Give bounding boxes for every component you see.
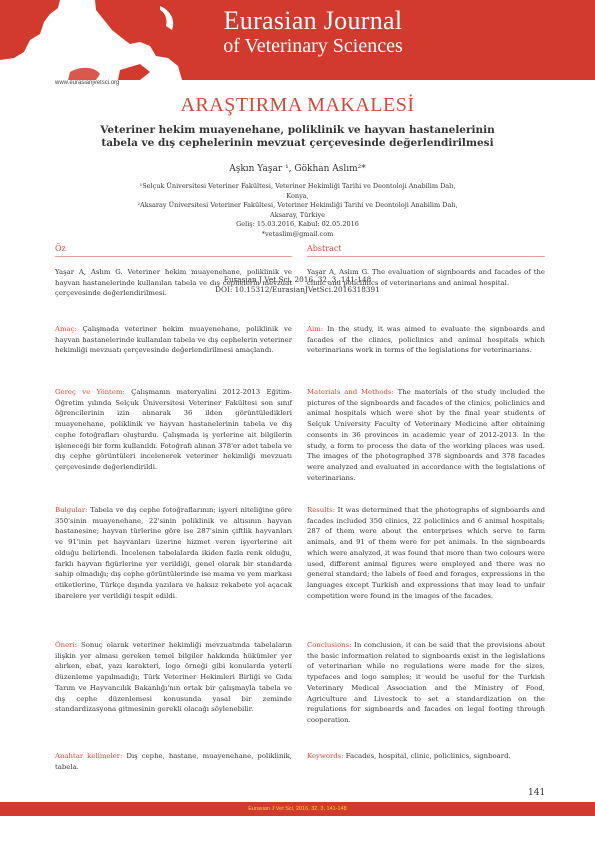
doi-line[interactable]: DOI: 10.15312/EurasianJVetSci.2016318391 (215, 285, 380, 294)
oneri-label: Öneri: (55, 641, 77, 649)
oz-divider (55, 256, 292, 257)
journal-logo (0, 0, 200, 80)
citation-line: Eurasian J Vet Sci, 2016, 32, 3, 141-148 (223, 275, 372, 284)
aim-text: In the study, it was aimed to evaluate the signboards and facades of the clinics, policlinics and animal hospitals which veterinarians work in terms of the legislations for veterinarians. (307, 325, 545, 355)
abstract-heading: Abstract (307, 244, 342, 253)
keywords-text: Facades, hospital, clinic, policlinics, signboard. (343, 752, 511, 760)
keywords-label: Keywords: (307, 752, 344, 760)
article-title: Veteriner hekim muayenehane, poliklinik ve hayvan hastanelerinin tabela ve dış cephelerinin mevzuat çerçevesinde değerlendirilmesi (100, 124, 495, 149)
bulgular-label: Bulgular: (55, 506, 88, 514)
gerec-text: Çalışmanın materyalini 2012-2013 Eğitim-Öğretim yılında Selçuk Üniversitesi Veteriner Fakültesi son sınıf öğrencilerinin izin alınarak 36 ilden görüntüledikleri muayenehane, poliklinik ve hayvan hastanelerinin tabela ve dış cephe fotoğrafları oluşturdu. Çalışmada iş yerlerine ait bilgilerin işleneceği bir form kullanıldı. Fotoğrafı alınan 378'er adet tabela ve dış cephe görüntüleri incelenerek veteriner hekimliği mevzuatı çerçevesinde değerlendirildi. (55, 388, 292, 471)
gerec-label: Gereç ve Yöntem: (55, 388, 125, 396)
abstract-divider (307, 256, 545, 257)
affiliation-1: ¹Selçuk Üniversitesi Veteriner Fakültesi, Veteriner Hekimliği Tarihi ve Deontoloji Anabilim Dalı, Konya, (139, 182, 456, 200)
amac-text: Çalışmada veteriner hekim muayenehane, poliklinik ve hayvan hastanelerinde kullanılan tabela ve dış cephelerin veteriner hekimliği mevzuatı çerçevesinde değerlendirilmesi amaçlandı. (55, 325, 292, 355)
conclusions-label: Conclusions: (307, 641, 352, 649)
abstract-aim (307, 324, 545, 356)
abstract-methods (307, 387, 545, 483)
animal-silhouette-logo-icon (0, 0, 200, 80)
footer-citation: Eurasian J Vet Sci, 2016, 32, 3, 141-148 (248, 806, 347, 812)
section-heading: ARAŞTIRMA MAKALESİ (180, 94, 415, 116)
journal-website[interactable]: www.eurasianjvetsci.org (55, 80, 120, 86)
journal-title (198, 8, 428, 56)
journal-title-line1: Eurasian Journal (223, 6, 403, 35)
author-list: Aşkın Yaşar ¹, Gökhan Aslım²* (229, 164, 366, 174)
oz-heading: Öz (55, 244, 66, 253)
abstract-keywords (307, 751, 545, 762)
results-label: Results: (307, 506, 336, 514)
oz-bulgular (55, 505, 292, 601)
affiliations (130, 182, 465, 239)
footer-citation-bar (0, 802, 595, 816)
page-number: 141 (528, 788, 546, 798)
bulgular-text: Tabela ve dış cephe fotoğraflarının; işyeri niteliğine göre 350'sinin muayenehane, 22'sinin poliklinik ve altısının hayvan hastanesine; hayvan türlerine göre ise 287'sinin çiftlik hayvanları ve 91'inin pet hayvanları üzerine hizmet veren işyerlerine ait olduğu belirlendi. İncelenen tabelalarda ikiden fazla renk olduğu, farklı hayvan figürlerine yer verildiği, genel olarak bir standarda sahip olmadığı; dış cephe görüntülerinde ise mama ve yem markası etiketlerine, Türkçe dışında yazılara ve haksız rekabete yol açacak ibarelere yer verildiği tespit edildi. (55, 506, 292, 600)
oz-anahtar-kelimeler (55, 751, 292, 772)
methods-text: The materials of the study included the pictures of the signboards and facades of the clinics, policlinics and animal hospitals which were shot by the final year students of Selçuk University Faculty of Veterinary Medicine after obtaining consents in 36 provinces in academic year of 2012-2013. In the study, a form to process the data of the working places was used. The images of the photographed 378 signboards and 378 facades were analyzed and evaluated in accordance with the legislations of veterinarians. (307, 388, 545, 482)
oz-reference: Yaşar A, Aslım G. Veteriner hekim muayenehane, poliklinik ve hayvan hastanelerinde kullanılan tabela ve dış cephelerin mevzuat çerçevesinde değerlendirilmesi. (55, 268, 292, 298)
oz-oneri (55, 640, 292, 715)
amac-label: Amaç: (55, 325, 77, 333)
abstract-reference: Yaşar A, Aslım G. The evaluation of signboards and facades of the clinic and policlinics of veterinarians and animal hospital. (307, 268, 545, 287)
abstract-results (307, 505, 545, 601)
oz-gerec-yontem (55, 387, 292, 473)
received-accepted-dates: Geliş: 15.03.2016, Kabul: 02.05.2016 (236, 220, 359, 228)
anahtar-label: Anahtar kelimeler: (55, 752, 123, 760)
methods-label: Materials and Methods: (307, 388, 394, 396)
oz-amac (55, 324, 292, 356)
abstract-conclusions (307, 640, 545, 726)
oneri-text: Sonuç olarak veteriner hekimliği mevzuatında tabelaların ilişkin yer alması gereken temel bilgiler hakkında hükümler yer alırken, ebat, yazı karakteri, logo örneği gibi konularda yeterli düzenleme yapılmadığı; Türk Veteriner Hekimleri Birliği ve Gıda Tarım ve Hayvancılık Bakanlığı'nın ortak bir çalışmayla tabela ve dış cephe düzenlemesi konusunda yasal bir zeminde standardizasyona gitmesinin gerekli olacağı söylenebilir. (55, 641, 292, 714)
affiliation-2: ²Aksaray Üniversitesi Veteriner Fakültesi, Veteriner Hekimliği Tarihi ve Deontoloji Anabilim Dalı, Aksaray, Türkiye (137, 201, 458, 219)
journal-title-line2: of Veterinary Sciences (223, 35, 403, 57)
citation-block (150, 275, 445, 295)
conclusions-text: In conclusion, it can be said that the provisions about the basic information related to signboards exist in the legislations of veterinarian while no regulations were made for the sizes, typefaces and logo samples; it would be useful for the Turkish Veterinary Medical Association and the Ministry of Food, Agriculture and Livestock to set a standardization on the regulations for signboards and facades on legal footing through cooperation. (307, 641, 545, 724)
aim-label: Aim: (307, 325, 324, 333)
results-text: It was determined that the photographs of signboards and facades included 350 clinics, 22 policlinics and 6 animal hospitals; 287 of them were about the enterprises which serve to farm animals, and 91 of them were for pet animals. In the signboards which were analyzed, it was found that more than two colours were used, different animal figures were employed and there was no general standard; the labels of feed and forages, expressions in the languages except Turkish and expressions that may lead to unfair competition were found in the images of the facades. (307, 506, 545, 600)
corresponding-email[interactable]: *vetaslim@gmail.com (261, 229, 334, 238)
anahtar-text: Dış cephe, hastane, muayenehane, poliklinik, tabela. (55, 752, 292, 771)
